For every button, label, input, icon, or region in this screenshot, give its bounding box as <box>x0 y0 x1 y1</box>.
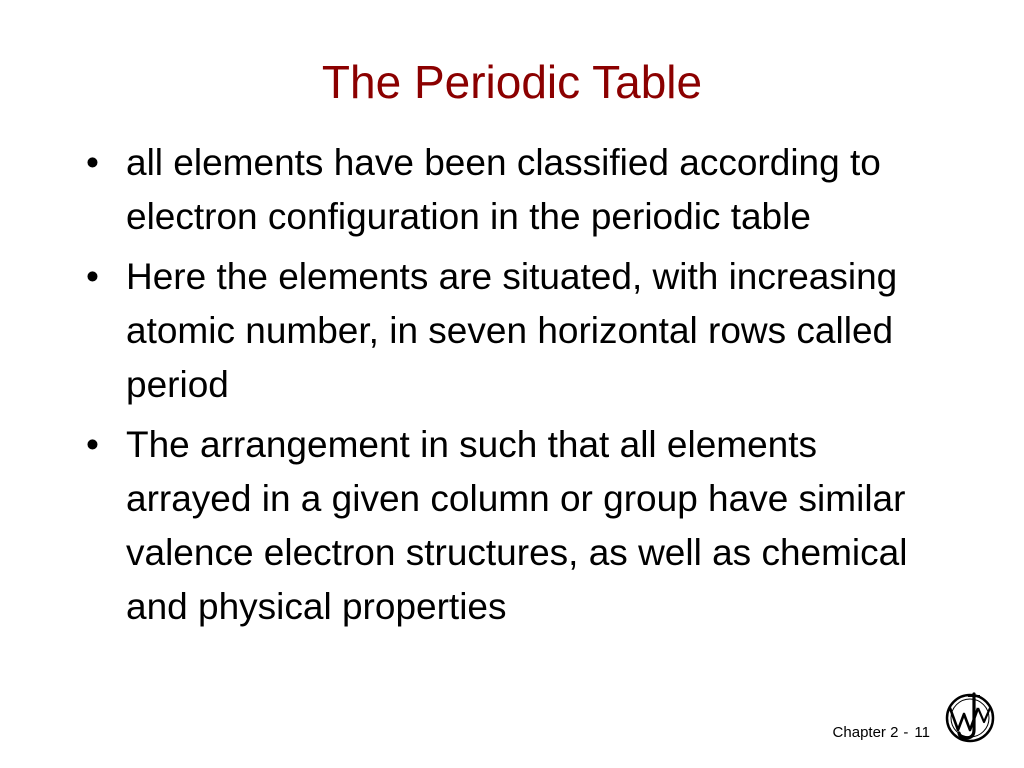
bullet-item <box>84 418 914 634</box>
bullet-list <box>84 136 914 640</box>
bullet-text: The arrangement in such that all elements arrayed in a given column or group have similar valence electron structures, as well as chemical and physical properties <box>126 424 908 627</box>
bullet-marker-icon: • <box>86 256 99 297</box>
footer-separator: - <box>903 724 909 741</box>
page-number: 11 <box>914 724 930 741</box>
chapter-label: Chapter 2 <box>832 724 899 741</box>
bullet-text: Here the elements are situated, with increasing atomic number, in seven horizontal rows called period <box>126 256 898 405</box>
publisher-logo-icon <box>944 686 996 750</box>
bullet-marker-icon: • <box>86 424 99 465</box>
bullet-text: all elements have been classified according to electron configuration in the periodic table <box>126 142 881 237</box>
bullet-item <box>84 136 914 244</box>
bullet-item <box>84 250 914 412</box>
bullet-marker-icon: • <box>86 142 99 183</box>
slide-title: The Periodic Table <box>321 56 703 108</box>
slide-footer <box>833 724 930 741</box>
